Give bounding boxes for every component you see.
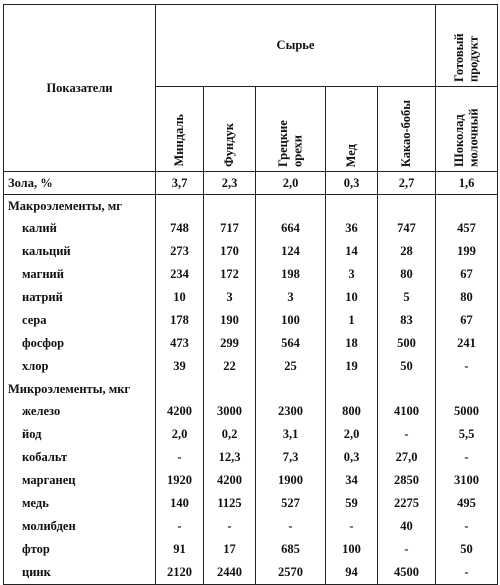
cell-value: 34: [326, 469, 378, 492]
table-row: [4, 561, 498, 585]
cell-value: 5,5: [436, 423, 498, 446]
cell-value: 3000: [204, 400, 256, 423]
cell-value: 59: [326, 492, 378, 515]
row-label: Микроэлементы, мкг: [4, 378, 156, 400]
cell-value: 3: [204, 286, 256, 309]
cell-value: 170: [204, 240, 256, 263]
cell-value: 2,3: [204, 172, 256, 195]
cell-value: 67: [436, 263, 498, 286]
cell-value: 4500: [378, 561, 436, 585]
cell-value: 7,3: [256, 446, 326, 469]
cell-value: 2,0: [326, 423, 378, 446]
column-header-label: Миндаль: [172, 114, 187, 167]
table-row: [4, 355, 498, 378]
cell-value: 2300: [256, 400, 326, 423]
nutrient-table: [3, 4, 498, 585]
cell-value: 17: [204, 538, 256, 561]
cell-value: 14: [326, 240, 378, 263]
cell-value: 91: [156, 538, 204, 561]
cell-value: [156, 378, 204, 400]
cell-value: 4200: [204, 469, 256, 492]
section-row: [4, 378, 498, 400]
cell-value: -: [156, 515, 204, 538]
cell-value: 10: [326, 286, 378, 309]
cell-value: [256, 378, 326, 400]
column-header-5: [378, 87, 436, 172]
row-label: марганец: [4, 469, 156, 492]
cell-value: 800: [326, 400, 378, 423]
cell-value: 3: [256, 286, 326, 309]
cell-value: 178: [156, 309, 204, 332]
cell-value: 2850: [378, 469, 436, 492]
cell-value: 1,6: [436, 172, 498, 195]
table-row: [4, 469, 498, 492]
row-label: молибден: [4, 515, 156, 538]
cell-value: 495: [436, 492, 498, 515]
cell-value: 0,2: [204, 423, 256, 446]
cell-value: 2120: [156, 561, 204, 585]
cell-value: [436, 195, 498, 218]
cell-value: 190: [204, 309, 256, 332]
table-row: [4, 172, 498, 195]
cell-value: -: [436, 561, 498, 585]
cell-value: -: [436, 515, 498, 538]
cell-value: 2440: [204, 561, 256, 585]
row-label: сера: [4, 309, 156, 332]
row-label: кальций: [4, 240, 156, 263]
cell-value: 747: [378, 217, 436, 240]
table-row: [4, 423, 498, 446]
cell-value: [204, 378, 256, 400]
column-header-4: [326, 87, 378, 172]
cell-value: 685: [256, 538, 326, 561]
cell-value: -: [378, 423, 436, 446]
column-header-1: [156, 87, 204, 172]
cell-value: [256, 195, 326, 218]
cell-value: 100: [256, 309, 326, 332]
table-row: [4, 446, 498, 469]
cell-value: 500: [378, 332, 436, 355]
table-row: [4, 309, 498, 332]
cell-value: [326, 378, 378, 400]
cell-value: [436, 378, 498, 400]
row-label: натрий: [4, 286, 156, 309]
column-header-2: [204, 87, 256, 172]
table-row: [4, 400, 498, 423]
cell-value: 2275: [378, 492, 436, 515]
cell-value: -: [378, 538, 436, 561]
cell-value: -: [436, 446, 498, 469]
cell-value: [378, 195, 436, 218]
row-label: фосфор: [4, 332, 156, 355]
row-label: калий: [4, 217, 156, 240]
cell-value: -: [326, 515, 378, 538]
cell-value: 5000: [436, 400, 498, 423]
cell-value: 140: [156, 492, 204, 515]
cell-value: 39: [156, 355, 204, 378]
cell-value: 3: [326, 263, 378, 286]
cell-value: 5: [378, 286, 436, 309]
cell-value: 0,3: [326, 446, 378, 469]
cell-value: 3,1: [256, 423, 326, 446]
cell-value: 100: [326, 538, 378, 561]
cell-value: 25: [256, 355, 326, 378]
cell-value: 2,7: [378, 172, 436, 195]
cell-value: [326, 195, 378, 218]
row-label: магний: [4, 263, 156, 286]
row-label: йод: [4, 423, 156, 446]
cell-value: [204, 195, 256, 218]
cell-value: 2,0: [256, 172, 326, 195]
cell-value: 2,0: [156, 423, 204, 446]
cell-value: 0,3: [326, 172, 378, 195]
cell-value: 4100: [378, 400, 436, 423]
column-header-3: [256, 87, 326, 172]
table-row: [4, 217, 498, 240]
table-row: [4, 515, 498, 538]
cell-value: -: [436, 355, 498, 378]
cell-value: 18: [326, 332, 378, 355]
raw-group-header: Сырье: [156, 5, 436, 87]
row-label: фтор: [4, 538, 156, 561]
cell-value: 664: [256, 217, 326, 240]
cell-value: 50: [378, 355, 436, 378]
column-header-label: Мед: [344, 143, 359, 167]
cell-value: 1900: [256, 469, 326, 492]
table-row: [4, 492, 498, 515]
product-group-label: Готовый продукт: [451, 33, 480, 82]
cell-value: 36: [326, 217, 378, 240]
column-header-label: Фундук: [222, 123, 237, 167]
cell-value: 67: [436, 309, 498, 332]
row-label: Зола, %: [4, 172, 156, 195]
cell-value: 10: [156, 286, 204, 309]
table-row: [4, 263, 498, 286]
cell-value: 717: [204, 217, 256, 240]
cell-value: 3,7: [156, 172, 204, 195]
cell-value: 80: [436, 286, 498, 309]
cell-value: -: [256, 515, 326, 538]
cell-value: 299: [204, 332, 256, 355]
column-header-label: Грецкие орехи: [275, 120, 304, 167]
row-label: железо: [4, 400, 156, 423]
cell-value: 241: [436, 332, 498, 355]
cell-value: 80: [378, 263, 436, 286]
cell-value: -: [156, 446, 204, 469]
cell-value: 1920: [156, 469, 204, 492]
cell-value: 28: [378, 240, 436, 263]
row-label: хлор: [4, 355, 156, 378]
cell-value: 27,0: [378, 446, 436, 469]
cell-value: 273: [156, 240, 204, 263]
column-header-6: [436, 87, 498, 172]
cell-value: 12,3: [204, 446, 256, 469]
row-label: Макроэлементы, мг: [4, 195, 156, 218]
table-row: [4, 286, 498, 309]
cell-value: 198: [256, 263, 326, 286]
cell-value: 457: [436, 217, 498, 240]
table-row: [4, 538, 498, 561]
cell-value: 3100: [436, 469, 498, 492]
product-group-header: [436, 5, 498, 87]
cell-value: 748: [156, 217, 204, 240]
cell-value: [378, 378, 436, 400]
cell-value: 83: [378, 309, 436, 332]
cell-value: 473: [156, 332, 204, 355]
cell-value: 19: [326, 355, 378, 378]
cell-value: 2570: [256, 561, 326, 585]
cell-value: 4200: [156, 400, 204, 423]
row-label: цинк: [4, 561, 156, 585]
cell-value: 1125: [204, 492, 256, 515]
cell-value: 527: [256, 492, 326, 515]
row-label: медь: [4, 492, 156, 515]
cell-value: 50: [436, 538, 498, 561]
cell-value: 40: [378, 515, 436, 538]
cell-value: 94: [326, 561, 378, 585]
cell-value: 564: [256, 332, 326, 355]
cell-value: 124: [256, 240, 326, 263]
cell-value: 199: [436, 240, 498, 263]
cell-value: 172: [204, 263, 256, 286]
section-row: [4, 195, 498, 218]
table-row: [4, 240, 498, 263]
indicators-header: Показатели: [4, 5, 156, 172]
cell-value: 234: [156, 263, 204, 286]
cell-value: 1: [326, 309, 378, 332]
cell-value: [156, 195, 204, 218]
table-row: [4, 332, 498, 355]
column-header-label: Шоколад молочный: [451, 108, 480, 167]
row-label: кобальт: [4, 446, 156, 469]
column-header-label: Какао-бобы: [399, 99, 414, 167]
cell-value: 22: [204, 355, 256, 378]
cell-value: -: [204, 515, 256, 538]
